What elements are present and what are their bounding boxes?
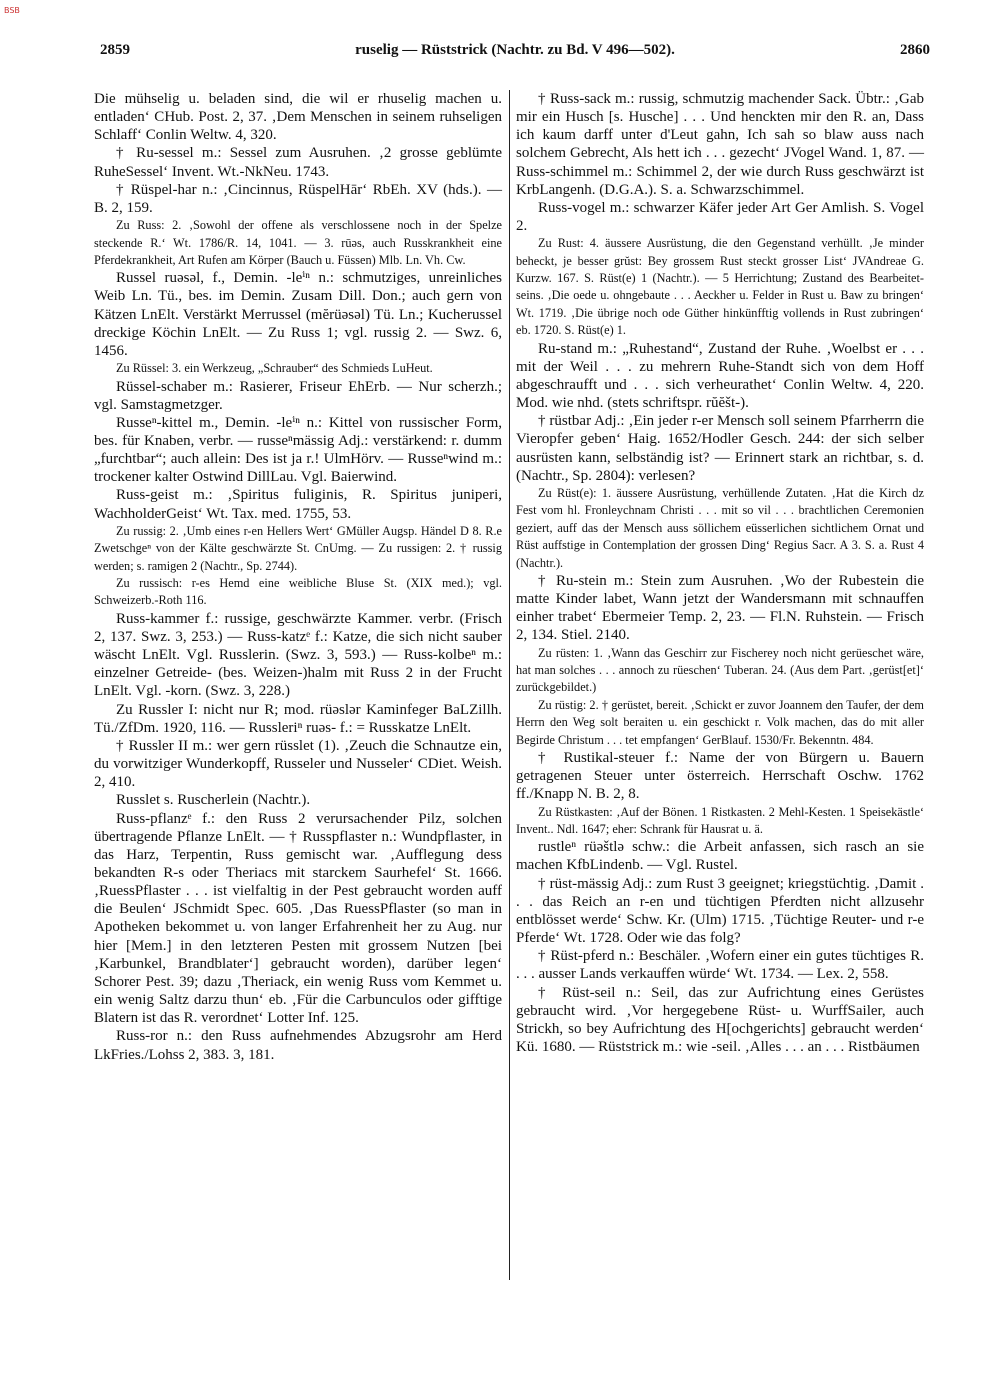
column-divider: [509, 90, 510, 1280]
dictionary-entry: Zu Russler I: nicht nur R; mod. rüəslər Kaminfeger BaLZillh. Tü./ZfDm. 1920, 116. — Russleriⁿ ruəs- f.: = Russkatze LnElt.: [94, 701, 502, 736]
dictionary-entry: Zu Rüst(e): 1. äussere Ausrüstung, verhüllende Zutaten. ‚Hat die Kirch dz Fest vom hl. Fronleychnam Christi . . . mit so vil . . . brachtlichen Ceremonien geziert, auff das der Mensch auss söllichem eüsserlichen sichtlichem Ornat und Rüst auffstige in Contemplation der grossen Ding‘ Regius Sacr. A 3. S. a. Rust 4 (Nachtr.).: [516, 485, 924, 570]
dictionary-entry: Russ-ror n.: den Russ aufnehmendes Abzugsrohr am Herd LkFries./Lohss 2, 383. 3, 181.: [94, 1028, 502, 1063]
dictionary-entry: † Russ-sack m.: russig, schmutzig machender Sack. Übtr.: ‚Gab mir ein Husch [s. Husche] . . . Und henckten mir den R. an, Dass ich kaum darff unter d'Leut gahn, Ich sah so blaw auss nach solchem Gebrecht, Als hett ich . . . gezecht‘ JVogel Wand. 1, 87. — Russ-schimmel m.: Schimmel 2, der wie durch Russ geschwärzt ist KrbLangenh. (D.G.A.). S. a. Schwarzschimmel.: [516, 91, 924, 198]
dictionary-entry: † Rustikal-steuer f.: Name der von Bürgern u. Bauern getragenen Steuer unter österreich. Herrschaft Oschw. 1762 ff./Knapp N. B. 2, 8.: [516, 750, 924, 803]
dictionary-entry: † Rüspel-har n.: ‚Cincinnus, RüspelHār‘ RbEh. XV (hds.). — B. 2, 159.: [94, 181, 502, 216]
dictionary-entry: Russlet s. Ruscherlein (Nachtr.).: [116, 792, 311, 809]
dictionary-entry: Zu russisch: r-es Hemd eine weibliche Bluse St. (XIX med.); vgl. Schweizerb.-Roth 116.: [94, 575, 502, 608]
dictionary-entry: Ru-stand m.: „Ruhestand“, Zustand der Ruhe. ‚Woelbst er . . . mit der Weil . . . zu mehrern Ruhe-Standt sich von dem Hoff abgeschraufft und . . . sich verheurathet‘ Conlin Weltw. 4, 220. Mod. wie nhd. (stets schriftspr. rŭĕšt-).: [516, 340, 924, 412]
dictionary-entry: Zu rüstig: 2. † gerüstet, bereit. ‚Schickt er zuvor Joannem den Taufer, der dem Herrn den Weg solt beraiten u. ein geschickt r. Volk machen, das do mit aller Begirde Christum . . . tet empfangen‘ GerBlauf. 1530/Fr. Bekenntn. 484.: [516, 697, 924, 747]
dictionary-entry: † Rüst-seil n.: Seil, das zur Aufrichtung eines Gerüstes gebraucht wird. ‚Vor hergegebene Rüst- u. WurffSailer, auch Strickh, so bey Aufrichtung des H[ochgerichts] gebraucht werden‘ Kü. 1680. — Rüststrick m.: wie -seil. ‚Alles . . . an . . . Ristbäumen: [516, 984, 924, 1056]
dictionary-entry: † Ru-sessel m.: Sessel zum Ausruhen. ‚2 grosse geblümte RuheSessel‘ Invent. Wt.-NkNeu. 1743.: [94, 145, 502, 180]
dictionary-entry: Zu Rüssel: 3. ein Werkzeug, „Schrauber“ des Schmieds LuHeut.: [116, 361, 433, 376]
dictionary-entry: Russ-pflanzᵉ f.: den Russ 2 verursachender Pilz, solchen übertragende Pflanze LnElt. — † Russpflaster n.: Wundpflaster, in das Harz, Terpentin, Russ gemischt war. ‚Aufflegung dess bekandten R-s oder Theriacs mit starckem Saurhefel‘ St. 1666. ‚RuessPflaster . . . ist vielfaltig in der Pest gebraucht worden auff die Beulen‘ JSchmidt Spec. 605. ‚Das RuessPflaster (so man in Apotheken bekommet u. von langer Erfahrenheit her zu Aug. nur hier [Mem.] in den letzteren Pesten mit grossem Nutzen [bei ‚Karbunkel, Brandblater‘] gebraucht worden), darüber legen‘ Schorer Pest. 39; dazu ‚Theriack, ein wenig Russ vom Kemmet u. ein wenig Saltz darzu thun‘ eb. ‚Für die Carbunculos oder gifftige Blatern ist das R. verordnet‘ Lotter Inf. 125.: [94, 810, 502, 1027]
page-number-left: 2859: [100, 42, 130, 58]
dictionary-entry: † Russler II m.: wer gern rüsslet (1). ‚Zeuch die Schnautze ein, du vorwitziger Wunderkopff, Russeler und Nusseler‘ CDiet. Weish. 2, 410.: [94, 737, 502, 791]
dictionary-entry: † Ru-stein m.: Stein zum Ausruhen. ‚Wo der Rubestein die matte Kinder labet, Wann jetzt der Wandersmann mit schnauffen einher trabet‘ Ebermeier Temp. 2, 23. — Fl.N. Ruhstein. — Frisch 2, 134. Stiel. 2140.: [516, 572, 924, 644]
dictionary-entry: Russeⁿ-kittel m., Demin. -leⁱⁿ n.: Kittel von russischer Form, bes. für Knaben, verbr. — russeⁿmässig Adj.: verstärkend: r. dumm „furchtbar“; auch allein: Des ist ja r.! UlmHörv. — Russeⁿwind m.: trockener kalter Ostwind DillLau. Vgl. Baierwind.: [94, 414, 502, 486]
running-title: ruselig — Rüststrick (Nachtr. zu Bd. V 496—502).: [355, 42, 675, 58]
dictionary-entry: Russel ruəsəl, f., Demin. -leⁱⁿ n.: schmutziges, unreinliches Weib Ln. Tü., bes. im Demin. Zusam Dill. Don.; auch gern von Kätzen LnElt. Verstärkt Merrussel (mĕrüəsəl) Tü. Ln.; Kucherussel dreckige Köchin LnElt. — Zu Russ 1; vgl. russig 2. — Swz. 6, 1456.: [94, 270, 502, 359]
dictionary-entry: † Rüst-pferd n.: Beschäler. ‚Wofern einer ein gutes tüchtiges R. . . . ausser Lands verkauffen würde‘ Wt. 1734. — Lex. 2, 558.: [516, 948, 924, 983]
dictionary-entry: Zu russig: 2. ‚Umb eines r-en Hellers Wert‘ GMüller Augsp. Händel D 8. R.e Zwetschgeⁿ von der Kälte geschwärzte St. CnUmg. — Zu russigen: 2. † russig werden; s. ramigen 2 (Nachtr., Sp. 2744).: [94, 523, 502, 573]
page-number-right: 2860: [900, 42, 930, 58]
right-column: [516, 90, 924, 1056]
dictionary-entry: Zu rüsten: 1. ‚Wann das Geschirr zur Fischerey noch nicht gerüeschet wäre, hat man solches . . . annoch zu rüeschen‘ Tuberan. 24. (Aus dem Part. ‚gerüst[et]‘ zurückgebildet.): [516, 645, 924, 695]
dictionary-entry: Zu Russ: 2. ‚Sowohl der offene als verschlossene noch in der Spelze steckende R.‘ Wt. 1786/R. 14, 1041. — 3. rūəs, auch Russkrankheit eine Pferdekrankheit, Art Rufen am Körper (Bauch u. Füssen) Mlb. Ln. Vh. Cw.: [94, 218, 502, 267]
dictionary-entry: rustleⁿ rüəštlə schw.: die Arbeit anfassen, sich rasch an sie machen KfbLindenb. — Vgl. Rustel.: [516, 839, 924, 874]
dictionary-entry: Die mühselig u. beladen sind, die wil er rhuselig machen u. entladen‘ CHub. Post. 2, 37. ‚Dem Menschen in seinem ruhseligen Schlaff‘ Conlin Weltw. 4, 320.: [94, 91, 502, 144]
dictionary-entry: Russ-geist m.: ‚Spiritus fuliginis, R. Spiritus juniperi, WachholderGeist‘ Wt. Tax. med. 1755, 53.: [94, 487, 502, 522]
dictionary-entry: † rüstbar Adj.: ‚Ein jeder r-er Mensch soll seinem Pfarrherrn die Vieropfer geben‘ Haig. 1652/Hodler Gesch. 244: der sich selber ausrüsten kann, selbständig ist? — Erinnert stark an richtbar, s. d. (Nachtr., Sp. 2804): verlesen?: [516, 413, 924, 484]
dictionary-entry: Rüssel-schaber m.: Rasierer, Friseur EhErb. — Nur scherzh.; vgl. Samstagmetzger.: [94, 378, 502, 413]
dictionary-entry: Zu Rust: 4. äussere Ausrüstung, die den Gegenstand verhüllt. ‚Je minder beheckt, je besser grŭst: Bey grossem Rust steckt grosser List‘ JVAndreae G. Kurzw. 167. S. Rüst(e) 1 (Nachtr.). — 5 Herrichtung; Zustand des Bearbeitet-seins. ‚Die oede u. ohngebaute . . . Aeckher u. Felder in Rust u. Baw zu bringen‘ Wt. 1719. ‚Die übrige noch ode Güther hinkünfftig vollends in Rust zubringen‘ eb. 1720. S. Rüst(e) 1.: [516, 236, 924, 338]
dictionary-entry: † rüst-mässig Adj.: zum Rust 3 geeignet; kriegstüchtig. ‚Damit . . . das Reich an r-en und tüchtigen Pferdten nicht allzusehr entblösset werde‘ Schw. Kr. (Ulm) 1715. ‚Tüchtige Reuter- und r-e Pferde‘ Wt. 1728. Oder wie das folg?: [516, 875, 924, 947]
running-header: [100, 42, 930, 66]
left-column: [94, 90, 502, 1064]
library-stamp: BSB: [4, 6, 20, 15]
dictionary-entry: Russ-kammer f.: russige, geschwärzte Kammer. verbr. (Frisch 2, 137. Swz. 3, 253.) — Russ-katzᵉ f.: Katze, die sich nicht sauber wäscht LnElt. Vgl. Russlerin. (Swz. 3, 593.) — Russ-kolbeⁿ m.: einzelner Getreide- (bes. Weizen-)halm mit Russ 2 in der Frucht LnElt. Vgl. -korn. (Swz. 3, 228.): [94, 610, 502, 700]
dictionary-entry: Russ-vogel m.: schwarzer Käfer jeder Art Ger Amlish. S. Vogel 2.: [516, 199, 924, 235]
dictionary-entry: Zu Rüstkasten: ‚Auf der Bönen. 1 Ristkasten. 2 Mehl-Kesten. 1 Speisekästle‘ Invent.. Ndl. 1647; eher: Schrank für Hausrat u. ä.: [516, 804, 924, 836]
